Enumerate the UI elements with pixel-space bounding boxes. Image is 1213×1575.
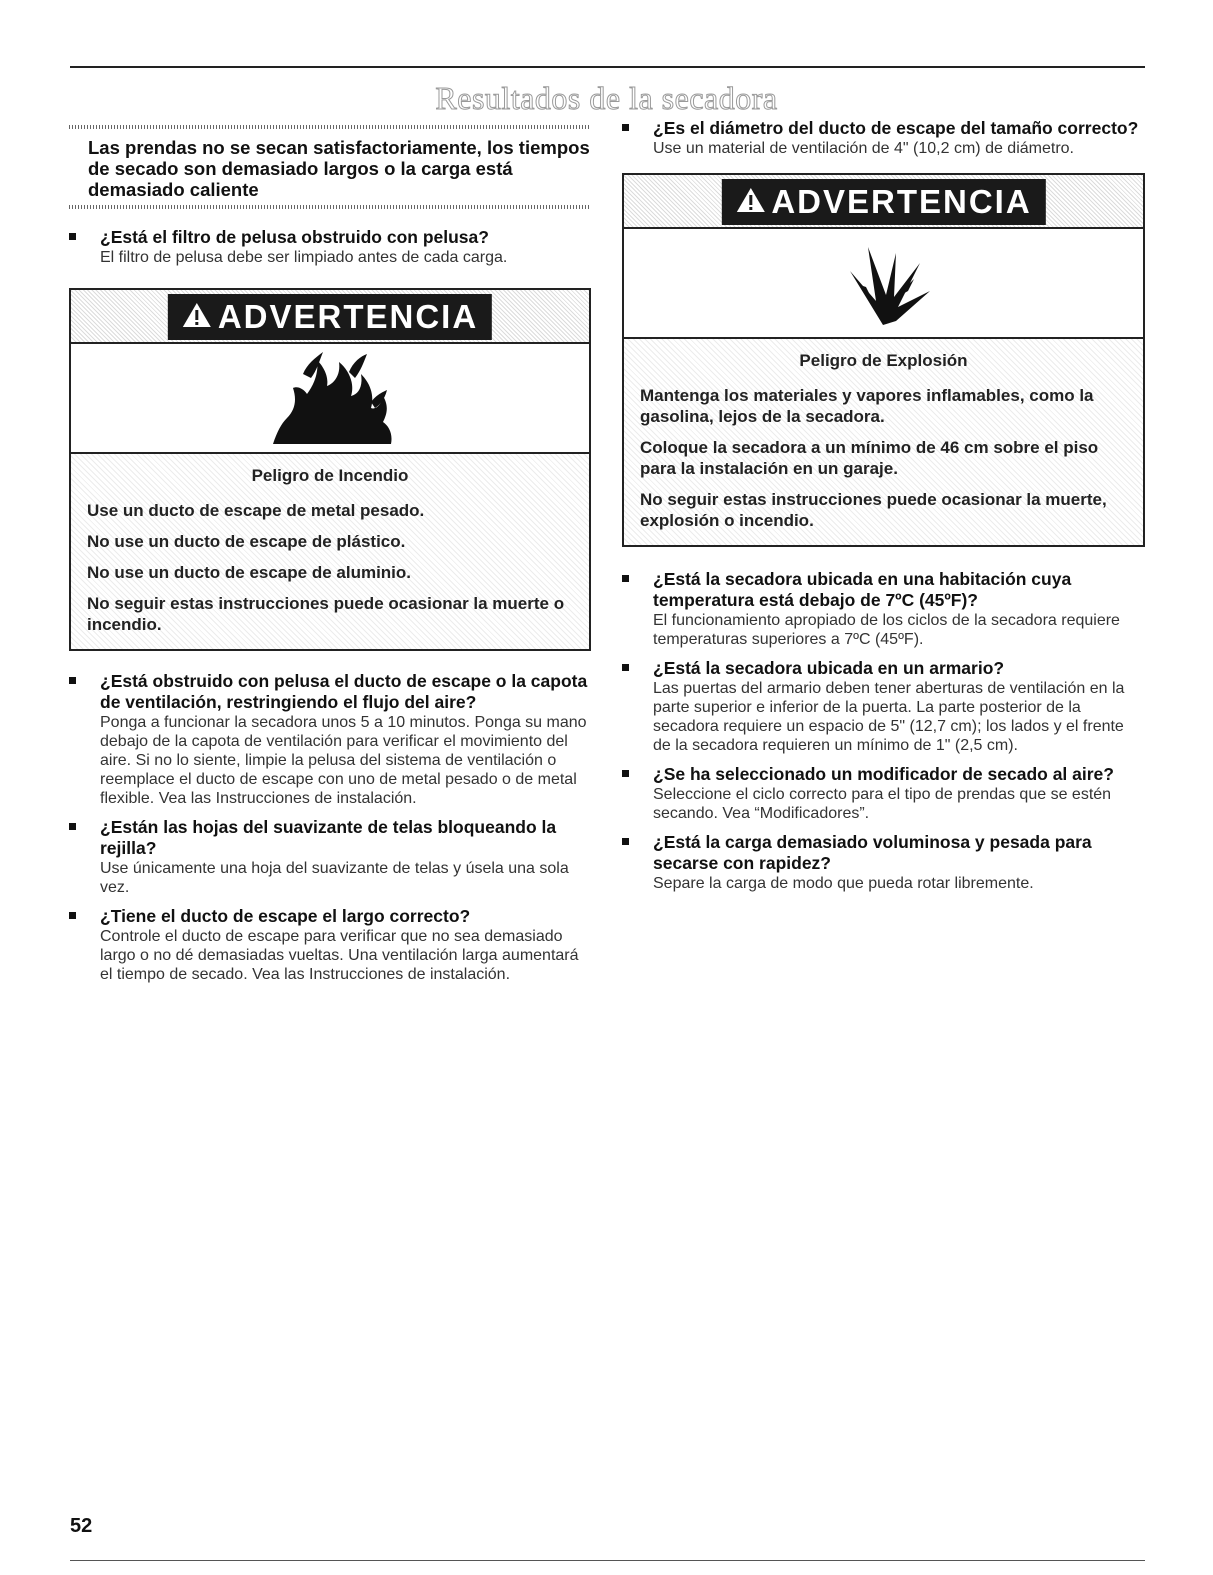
answer: Las puertas del armario deben tener aberturas de ventilación en la parte superior e inferior de la puerta. La parte posterior de la secadora requiere un espacio de 5" (12,7 cm); los lados y el frente de la secadora requieren un mínimo de 1" (2,5 cm).	[653, 680, 1125, 754]
page-title: Resultados de la secadora	[435, 80, 778, 116]
troubleshoot-item	[69, 671, 591, 808]
question: ¿Está la secadora ubicada en un armario?	[653, 658, 1005, 678]
page-number: 52	[70, 1515, 93, 1537]
bullet-icon	[622, 664, 629, 671]
warning-body	[624, 337, 1143, 545]
troubleshoot-item	[622, 569, 1145, 649]
warning-line: No use un ducto de escape de aluminio.	[87, 563, 412, 582]
explosion-hazard-icon	[624, 229, 1143, 337]
bullet-icon	[622, 124, 629, 131]
answer: El filtro de pelusa debe ser limpiado antes de cada carga.	[100, 249, 508, 266]
bullet-icon	[69, 912, 76, 919]
warning-header	[624, 175, 1143, 229]
right-column	[622, 118, 1145, 902]
warning-title	[721, 179, 1045, 225]
bullet-icon	[622, 838, 629, 845]
troubleshoot-item	[69, 817, 591, 897]
warning-line: No seguir estas instrucciones puede ocasionar la muerte o incendio.	[87, 594, 565, 634]
warning-title-text: ADVERTENCIA	[217, 298, 479, 335]
answer: El funcionamiento apropiado de los ciclos de la secadora requiere temperaturas superiores a 7ºC (45ºF).	[653, 612, 1120, 648]
question: ¿Está la carga demasiado voluminosa y pesada para secarse con rapidez?	[653, 832, 1092, 873]
warning-subtitle: Peligro de Incendio	[251, 466, 409, 485]
troubleshoot-item	[622, 764, 1145, 823]
bullet-icon	[69, 823, 76, 830]
bullet-icon	[69, 233, 76, 240]
question: ¿Está el filtro de pelusa obstruido con pelusa?	[100, 227, 489, 247]
answer: Ponga a funcionar la secadora unos 5 a 10 minutos. Ponga su mano debajo de la capota de ventilación para verificar el movimiento del aire. Si no lo siente, limpie la pelusa del sistema de ventilación o reemplace el ducto de escape con uno de metal pesado o de metal flexible. Vea las Instrucciones de instalación.	[100, 714, 587, 807]
top-rule	[70, 66, 1145, 68]
answer: Seleccione el ciclo correcto para el tipo de prendas que se estén secando. Vea “Modificadores”.	[653, 786, 1112, 822]
explosion-warning-box	[622, 173, 1145, 547]
warning-body	[71, 452, 589, 649]
bullet-icon	[622, 575, 629, 582]
warning-subtitle: Peligro de Explosión	[799, 351, 968, 370]
troubleshoot-item	[69, 227, 591, 267]
answer: Separe la carga de modo que pueda rotar libremente.	[653, 875, 1034, 892]
warning-line: Use un ducto de escape de metal pesado.	[87, 501, 425, 520]
answer: Use únicamente una hoja del suavizante de telas y úsela una sola vez.	[100, 860, 569, 896]
answer: Use un material de ventilación de 4" (10,2 cm) de diámetro.	[653, 140, 1074, 157]
question: ¿Está la secadora ubicada en una habitación cuya temperatura está debajo de 7ºC (45ºF)?	[653, 569, 1072, 610]
warning-header	[71, 290, 589, 344]
warning-line: Coloque la secadora a un mínimo de 46 cm sobre el piso para la instalación en un garaje.	[640, 438, 1099, 478]
left-column	[69, 118, 591, 993]
bullet-icon	[622, 770, 629, 777]
question: ¿Están las hojas del suavizante de telas bloqueando la rejilla?	[100, 817, 557, 858]
bottom-rule	[70, 1560, 1145, 1561]
troubleshoot-item	[622, 832, 1145, 893]
warning-line: No use un ducto de escape de plástico.	[87, 532, 406, 551]
troubleshoot-item	[622, 658, 1145, 755]
warning-title-text: ADVERTENCIA	[771, 183, 1032, 220]
question: ¿Es el diámetro del ducto de escape del tamaño correcto?	[653, 118, 1139, 138]
warning-triangle-icon	[735, 183, 765, 221]
question: ¿Se ha seleccionado un modificador de secado al aire?	[653, 764, 1114, 784]
question: ¿Está obstruido con pelusa el ducto de escape o la capota de ventilación, restringiendo el flujo del aire?	[100, 671, 588, 712]
troubleshoot-item	[622, 118, 1145, 158]
section-title: Las prendas no se secan satisfactoriamente, los tiempos de secado son demasiado largos o la carga está demasiado caliente	[88, 137, 590, 200]
troubleshoot-item	[69, 906, 591, 984]
section-header	[69, 125, 591, 209]
fire-hazard-icon	[71, 344, 589, 452]
answer: Controle el ducto de escape para verificar que no sea demasiado largo o no dé demasiadas vueltas. Una ventilación larga aumentará el tiempo de secado. Vea las Instrucciones de instalación.	[100, 928, 579, 983]
warning-line: No seguir estas instrucciones puede ocasionar la muerte, explosión o incendio.	[640, 490, 1107, 530]
warning-line: Mantenga los materiales y vapores inflamables, como la gasolina, lejos de la secadora.	[640, 386, 1094, 426]
warning-title	[168, 294, 492, 340]
warning-triangle-icon	[182, 298, 212, 336]
question: ¿Tiene el ducto de escape el largo correcto?	[100, 906, 471, 926]
bullet-icon	[69, 677, 76, 684]
fire-warning-box	[69, 288, 591, 651]
